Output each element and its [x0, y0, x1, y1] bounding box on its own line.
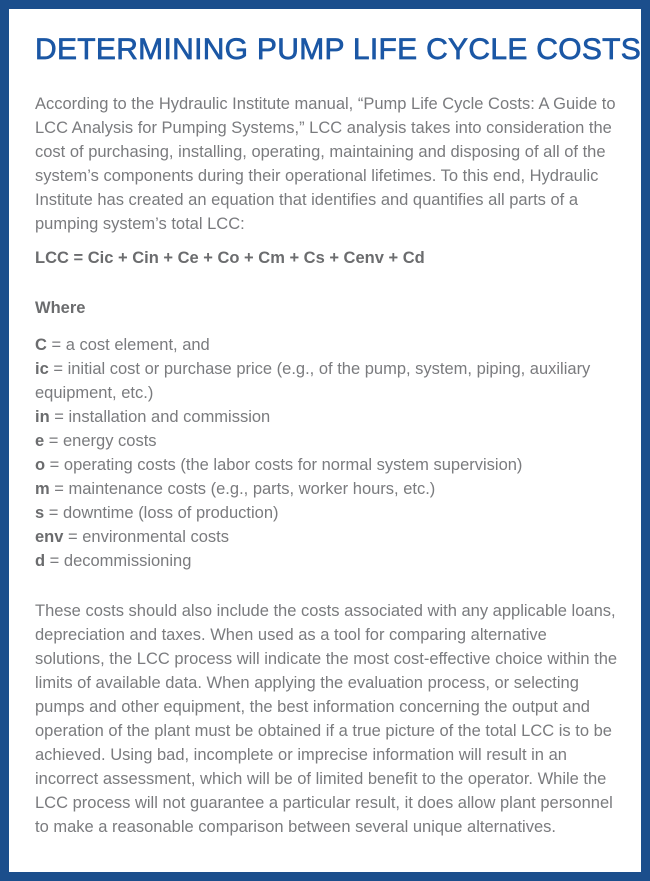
definition-term: m	[35, 480, 50, 498]
definition-term: ic	[35, 360, 49, 378]
definition-text: = maintenance costs (e.g., parts, worker hours, etc.)	[49, 480, 436, 498]
definition-row	[35, 405, 618, 429]
definition-row	[35, 477, 618, 501]
definition-text: = downtime (loss of production)	[44, 504, 279, 522]
where-label: Where	[35, 299, 86, 317]
lcc-equation: LCC = Cic + Cin + Ce + Co + Cm + Cs + Cenv + Cd	[35, 249, 425, 267]
definition-row	[35, 357, 618, 405]
intro-paragraph: According to the Hydraulic Institute manual, “Pump Life Cycle Costs: A Guide to LCC Analysis for Pumping Systems,” LCC analysis takes into consideration the cost of purchasing, installing, operating, maintaining and disposing of all of the system’s components during their operational lifetimes. To this end, Hydraulic Institute has created an equation that identifies and quantifies all parts of a pumping system’s total LCC:	[35, 95, 616, 233]
definition-text: = decommissioning	[45, 552, 192, 570]
definition-row	[35, 453, 618, 477]
definition-term: C	[35, 336, 47, 354]
definition-text: = a cost element, and	[46, 336, 210, 354]
definitions-list	[35, 333, 618, 573]
definition-text: = installation and commission	[49, 408, 271, 426]
definition-term: in	[35, 408, 50, 426]
definition-term: e	[35, 432, 45, 450]
definition-row	[35, 333, 618, 357]
definition-term: d	[35, 552, 46, 570]
definition-text: = initial cost or purchase price (e.g., of the pump, system, piping, auxiliary equipment, etc.)	[35, 360, 591, 402]
definition-text: = operating costs (the labor costs for normal system supervision)	[45, 456, 523, 474]
definition-text: = environmental costs	[63, 528, 229, 546]
definition-row	[35, 525, 618, 549]
page-title: DETERMINING PUMP LIFE CYCLE COSTS	[35, 33, 642, 66]
definition-row	[35, 429, 618, 453]
closing-paragraph: These costs should also include the costs associated with any applicable loans, depreciation and taxes. When used as a tool for comparing alternative solutions, the LCC process will indicate the most cost-effective choice within the limits of available data. When applying the evaluation process, or selecting pumps and other equipment, the best information concerning the output and operation of the plant must be obtained if a true picture of the total LCC is to be achieved. Using bad, incomplete or imprecise information will result in an incorrect assessment, which will be of limited benefit to the operator. While the LCC process will not guarantee a particular result, it does allow plant personnel to make a reasonable comparison between several unique alternatives.	[35, 602, 618, 836]
definition-term: s	[35, 504, 45, 522]
definition-row	[35, 549, 618, 573]
document-body	[35, 92, 618, 839]
definition-term: o	[35, 456, 46, 474]
definition-row	[35, 501, 618, 525]
definition-text: = energy costs	[44, 432, 157, 450]
definition-term: env	[35, 528, 64, 546]
